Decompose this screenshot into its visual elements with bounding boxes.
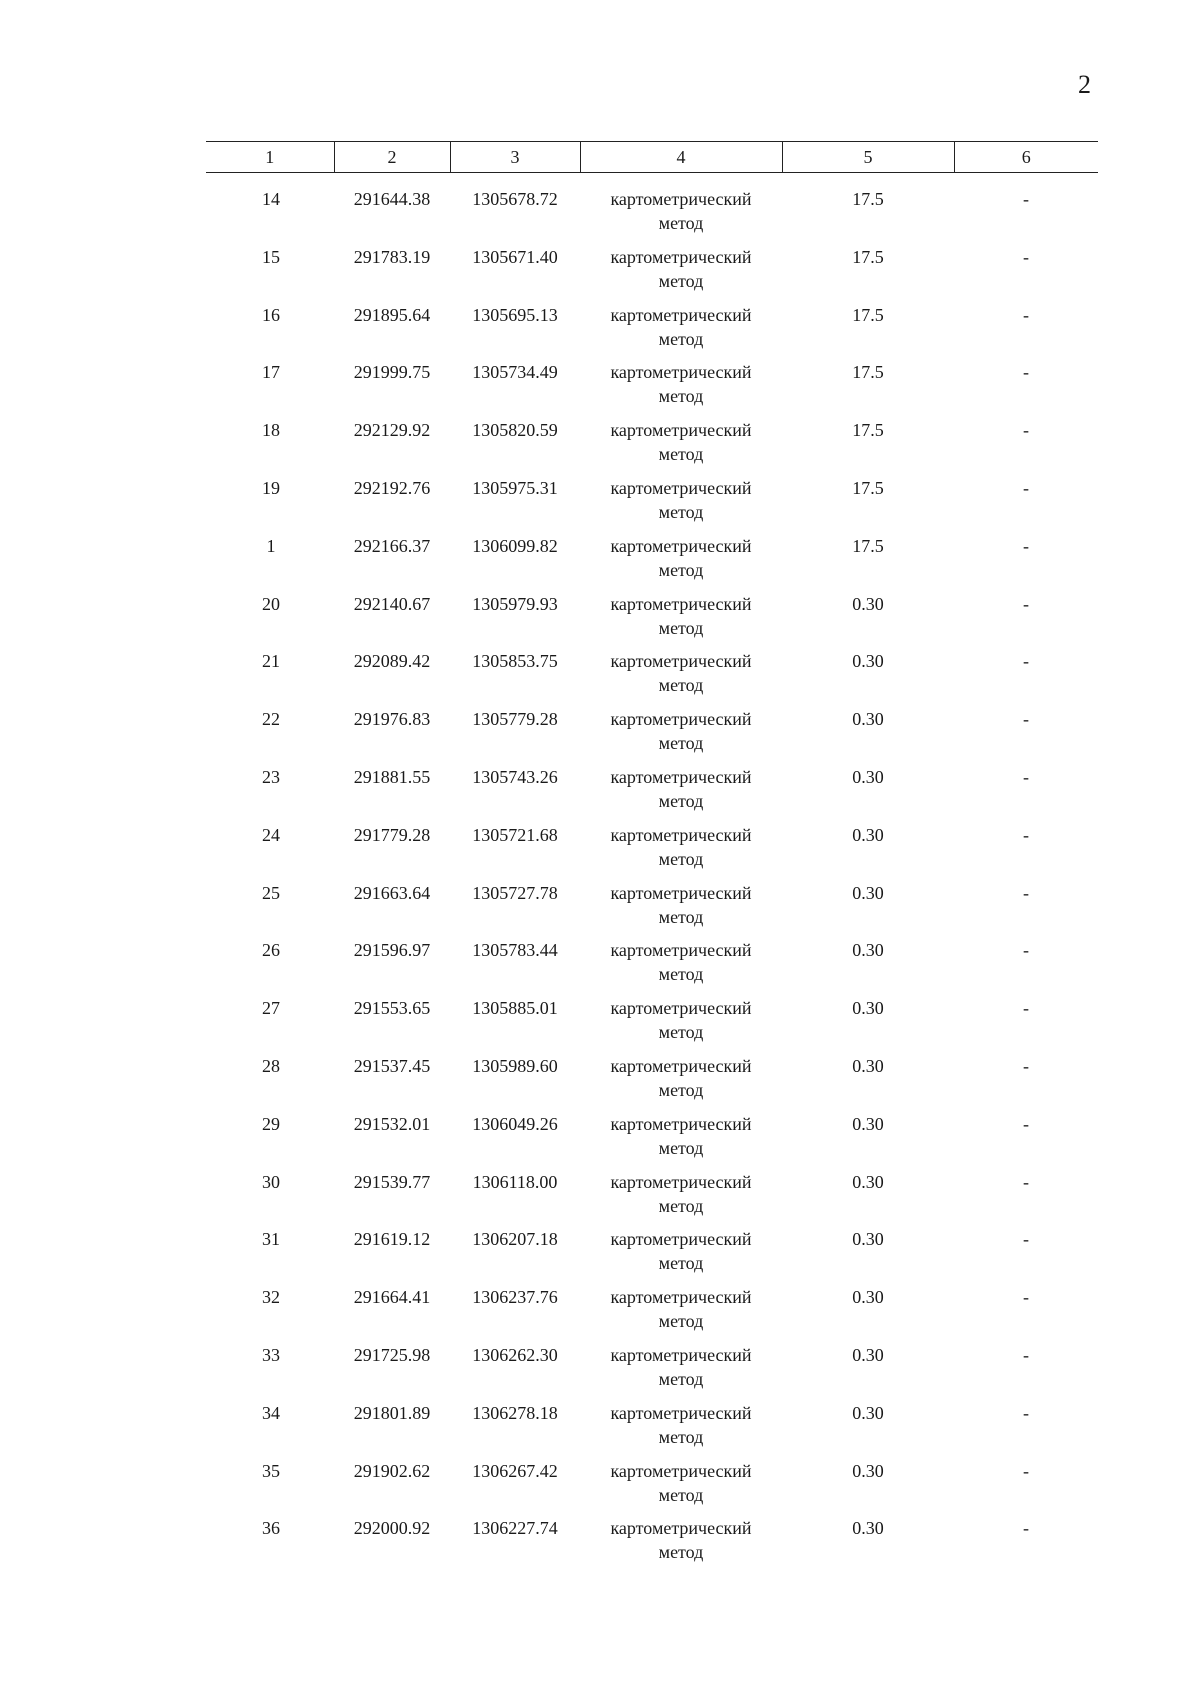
method-cell	[580, 1516, 782, 1574]
x-coordinate-cell: 291783.19	[353, 246, 431, 267]
y-coordinate-cell: 1305853.75	[472, 651, 558, 672]
point-number-cell: 16	[262, 304, 280, 325]
x-coordinate-cell: 291539.77	[353, 1171, 431, 1192]
point-number-cell: 25	[262, 882, 280, 903]
table-row	[206, 707, 1098, 765]
method-cell	[580, 649, 782, 707]
accuracy-cell: 0.30	[852, 1460, 884, 1481]
accuracy-cell: 0.30	[852, 1229, 884, 1250]
note-cell: -	[1023, 189, 1029, 209]
method-line-2: метод	[658, 213, 704, 233]
note-cell: -	[1023, 824, 1029, 845]
method-line-1: картометрический	[610, 1171, 752, 1192]
point-number-cell: 30	[262, 1171, 280, 1192]
note-cell: -	[1023, 882, 1029, 903]
method-line-1: картометрический	[610, 246, 752, 267]
method-cell	[580, 1170, 782, 1228]
y-coordinate-cell: 1306237.76	[472, 1287, 558, 1308]
method-cell	[580, 1285, 782, 1343]
method-line-2: метод	[658, 1542, 704, 1563]
note-cell: -	[1023, 1460, 1029, 1481]
column-header-4: 4	[580, 142, 782, 173]
accuracy-cell: 0.30	[852, 940, 884, 961]
accuracy-cell: 17.5	[852, 189, 884, 209]
y-coordinate-cell: 1305979.93	[472, 593, 558, 614]
note-cell: -	[1023, 593, 1029, 614]
column-header-6: 6	[954, 142, 1098, 173]
y-coordinate-cell: 1305820.59	[472, 420, 558, 441]
method-cell	[580, 881, 782, 939]
x-coordinate-cell: 291999.75	[353, 362, 431, 383]
method-line-2: метод	[658, 964, 704, 985]
y-coordinate-cell: 1305783.44	[472, 940, 558, 961]
method-cell	[580, 823, 782, 881]
method-line-1: картометрический	[610, 998, 752, 1019]
method-line-2: метод	[658, 1253, 704, 1274]
note-cell: -	[1023, 940, 1029, 961]
table-row	[206, 360, 1098, 418]
y-coordinate-cell: 1306227.74	[472, 1518, 558, 1539]
y-coordinate-cell: 1305885.01	[472, 998, 558, 1019]
note-cell: -	[1023, 362, 1029, 383]
method-line-1: картометрический	[610, 362, 752, 383]
note-cell: -	[1023, 709, 1029, 730]
y-coordinate-cell: 1305975.31	[472, 477, 558, 498]
table-row	[206, 476, 1098, 534]
point-number-cell: 17	[262, 362, 280, 383]
method-line-2: метод	[658, 848, 704, 869]
accuracy-cell: 0.30	[852, 1113, 884, 1134]
x-coordinate-cell: 291537.45	[353, 1055, 431, 1076]
point-number-cell: 28	[262, 1055, 280, 1076]
accuracy-cell: 0.30	[852, 882, 884, 903]
point-number-cell: 19	[262, 477, 280, 498]
method-cell	[580, 1112, 782, 1170]
table-row	[206, 1459, 1098, 1517]
y-coordinate-cell: 1305727.78	[472, 882, 558, 903]
table-row	[206, 1401, 1098, 1459]
y-coordinate-cell: 1306278.18	[472, 1402, 558, 1423]
table-row	[206, 938, 1098, 996]
method-line-2: метод	[658, 386, 704, 407]
accuracy-cell: 0.30	[852, 1518, 884, 1539]
method-line-1: картометрический	[610, 651, 752, 672]
x-coordinate-cell: 292140.67	[353, 593, 431, 614]
method-line-1: картометрический	[610, 420, 752, 441]
x-coordinate-cell: 292000.92	[353, 1518, 431, 1539]
point-number-cell: 23	[262, 766, 280, 787]
method-line-2: метод	[658, 675, 704, 696]
method-line-2: метод	[658, 444, 704, 465]
note-cell: -	[1023, 477, 1029, 498]
note-cell: -	[1023, 535, 1029, 556]
y-coordinate-cell: 1305743.26	[472, 766, 558, 787]
accuracy-cell: 0.30	[852, 1402, 884, 1423]
method-line-2: метод	[658, 1137, 704, 1158]
method-line-2: метод	[658, 1484, 704, 1505]
header-spacer	[206, 173, 1098, 188]
accuracy-cell: 0.30	[852, 651, 884, 672]
method-cell	[580, 303, 782, 361]
method-cell	[580, 1054, 782, 1112]
method-cell	[580, 534, 782, 592]
accuracy-cell: 0.30	[852, 824, 884, 845]
method-line-2: метод	[658, 1079, 704, 1100]
table-row	[206, 187, 1098, 245]
x-coordinate-cell: 291644.38	[353, 189, 431, 209]
table-row	[206, 245, 1098, 303]
x-coordinate-cell: 291553.65	[353, 998, 431, 1019]
method-line-1: картометрический	[610, 304, 752, 325]
method-line-1: картометрический	[610, 189, 752, 209]
y-coordinate-cell: 1306207.18	[472, 1229, 558, 1250]
x-coordinate-cell: 291801.89	[353, 1402, 431, 1423]
point-number-cell: 20	[262, 593, 280, 614]
note-cell: -	[1023, 998, 1029, 1019]
y-coordinate-cell: 1305734.49	[472, 362, 558, 383]
method-line-2: метод	[658, 1426, 704, 1447]
table-row	[206, 1227, 1098, 1285]
point-number-cell: 26	[262, 940, 280, 961]
method-line-1: картометрический	[610, 477, 752, 498]
header-row	[206, 142, 1098, 173]
accuracy-cell: 17.5	[852, 362, 884, 383]
x-coordinate-cell: 292166.37	[353, 535, 431, 556]
table-row	[206, 823, 1098, 881]
y-coordinate-cell: 1305721.68	[472, 824, 558, 845]
accuracy-cell: 17.5	[852, 477, 884, 498]
note-cell: -	[1023, 1055, 1029, 1076]
note-cell: -	[1023, 1402, 1029, 1423]
method-line-2: метод	[658, 501, 704, 522]
accuracy-cell: 0.30	[852, 1287, 884, 1308]
point-number-cell: 34	[262, 1402, 280, 1423]
x-coordinate-cell: 291532.01	[353, 1113, 431, 1134]
x-coordinate-cell: 291596.97	[353, 940, 431, 961]
y-coordinate-cell: 1305678.72	[472, 189, 558, 209]
accuracy-cell: 0.30	[852, 1055, 884, 1076]
method-line-1: картометрический	[610, 1229, 752, 1250]
method-line-1: картометрический	[610, 1055, 752, 1076]
method-line-2: метод	[658, 328, 704, 349]
method-cell	[580, 707, 782, 765]
table-row	[206, 592, 1098, 650]
table-row	[206, 534, 1098, 592]
method-line-2: метод	[658, 1311, 704, 1332]
method-line-1: картометрический	[610, 824, 752, 845]
method-line-1: картометрический	[610, 593, 752, 614]
x-coordinate-cell: 291664.41	[353, 1287, 431, 1308]
y-coordinate-cell: 1306262.30	[472, 1344, 558, 1365]
x-coordinate-cell: 291902.62	[353, 1460, 431, 1481]
table-row	[206, 418, 1098, 476]
coordinates-table	[206, 141, 1098, 1574]
x-coordinate-cell: 292089.42	[353, 651, 431, 672]
y-coordinate-cell: 1305779.28	[472, 709, 558, 730]
method-cell	[580, 765, 782, 823]
method-cell	[580, 187, 782, 245]
x-coordinate-cell: 291895.64	[353, 304, 431, 325]
accuracy-cell: 0.30	[852, 593, 884, 614]
note-cell: -	[1023, 304, 1029, 325]
accuracy-cell: 17.5	[852, 420, 884, 441]
table-header	[206, 142, 1098, 173]
column-header-1: 1	[206, 142, 334, 173]
y-coordinate-cell: 1305695.13	[472, 304, 558, 325]
x-coordinate-cell: 292129.92	[353, 420, 431, 441]
point-number-cell: 21	[262, 651, 280, 672]
x-coordinate-cell: 291976.83	[353, 709, 431, 730]
note-cell: -	[1023, 1287, 1029, 1308]
point-number-cell: 31	[262, 1229, 280, 1250]
method-cell	[580, 592, 782, 650]
accuracy-cell: 17.5	[852, 246, 884, 267]
method-line-1: картометрический	[610, 1460, 752, 1481]
method-cell	[580, 1459, 782, 1517]
method-line-1: картометрический	[610, 766, 752, 787]
method-cell	[580, 418, 782, 476]
table-row	[206, 1343, 1098, 1401]
point-number-cell: 24	[262, 824, 280, 845]
table-row	[206, 765, 1098, 823]
method-line-1: картометрический	[610, 1344, 752, 1365]
method-line-2: метод	[658, 1022, 704, 1043]
method-line-2: метод	[658, 790, 704, 811]
point-number-cell: 14	[262, 189, 280, 209]
x-coordinate-cell: 291725.98	[353, 1344, 431, 1365]
method-line-1: картометрический	[610, 709, 752, 730]
point-number-cell: 36	[262, 1518, 280, 1539]
method-cell	[580, 1401, 782, 1459]
table-row	[206, 1170, 1098, 1228]
method-line-1: картометрический	[610, 882, 752, 903]
point-number-cell: 27	[262, 998, 280, 1019]
y-coordinate-cell: 1306099.82	[472, 535, 558, 556]
column-header-5: 5	[782, 142, 954, 173]
note-cell: -	[1023, 246, 1029, 267]
point-number-cell: 1	[266, 535, 276, 556]
point-number-cell: 32	[262, 1287, 280, 1308]
table-row	[206, 649, 1098, 707]
point-number-cell: 35	[262, 1460, 280, 1481]
y-coordinate-cell: 1306267.42	[472, 1460, 558, 1481]
table-body	[206, 173, 1098, 1575]
accuracy-cell: 0.30	[852, 998, 884, 1019]
column-header-3: 3	[450, 142, 580, 173]
table-row	[206, 1054, 1098, 1112]
method-line-1: картометрический	[610, 940, 752, 961]
note-cell: -	[1023, 766, 1029, 787]
method-line-1: картометрический	[610, 1113, 752, 1134]
table-row	[206, 303, 1098, 361]
table-row	[206, 1285, 1098, 1343]
method-line-2: метод	[658, 1368, 704, 1389]
point-number-cell: 18	[262, 420, 280, 441]
point-number-cell: 33	[262, 1344, 280, 1365]
note-cell: -	[1023, 1113, 1029, 1134]
method-line-2: метод	[658, 559, 704, 580]
method-cell	[580, 476, 782, 534]
table-row	[206, 996, 1098, 1054]
method-line-2: метод	[658, 617, 704, 638]
method-line-1: картометрический	[610, 1287, 752, 1308]
y-coordinate-cell: 1305989.60	[472, 1055, 558, 1076]
accuracy-cell: 17.5	[852, 535, 884, 556]
accuracy-cell: 0.30	[852, 1344, 884, 1365]
point-number-cell: 22	[262, 709, 280, 730]
accuracy-cell: 0.30	[852, 709, 884, 730]
accuracy-cell: 0.30	[852, 1171, 884, 1192]
note-cell: -	[1023, 651, 1029, 672]
y-coordinate-cell: 1306118.00	[472, 1171, 558, 1192]
method-cell	[580, 360, 782, 418]
method-cell	[580, 996, 782, 1054]
method-line-2: метод	[658, 733, 704, 754]
method-line-1: картометрический	[610, 1518, 752, 1539]
note-cell: -	[1023, 1518, 1029, 1539]
point-number-cell: 15	[262, 246, 280, 267]
accuracy-cell: 0.30	[852, 766, 884, 787]
table-row	[206, 1112, 1098, 1170]
y-coordinate-cell: 1305671.40	[472, 246, 558, 267]
note-cell: -	[1023, 420, 1029, 441]
note-cell: -	[1023, 1344, 1029, 1365]
method-line-1: картометрический	[610, 1402, 752, 1423]
method-cell	[580, 938, 782, 996]
note-cell: -	[1023, 1171, 1029, 1192]
method-line-2: метод	[658, 906, 704, 927]
accuracy-cell: 17.5	[852, 304, 884, 325]
table-row	[206, 881, 1098, 939]
method-cell	[580, 1227, 782, 1285]
x-coordinate-cell: 291619.12	[353, 1229, 431, 1250]
x-coordinate-cell: 291779.28	[353, 824, 431, 845]
point-number-cell: 29	[262, 1113, 280, 1134]
method-line-1: картометрический	[610, 535, 752, 556]
method-line-2: метод	[658, 270, 704, 291]
column-header-2: 2	[334, 142, 450, 173]
x-coordinate-cell: 292192.76	[353, 477, 431, 498]
method-cell	[580, 245, 782, 303]
x-coordinate-cell: 291881.55	[353, 766, 431, 787]
page-number: 2	[1078, 70, 1091, 99]
note-cell: -	[1023, 1229, 1029, 1250]
method-line-2: метод	[658, 1195, 704, 1216]
table-row	[206, 1516, 1098, 1574]
method-cell	[580, 1343, 782, 1401]
y-coordinate-cell: 1306049.26	[472, 1113, 558, 1134]
x-coordinate-cell: 291663.64	[353, 882, 431, 903]
